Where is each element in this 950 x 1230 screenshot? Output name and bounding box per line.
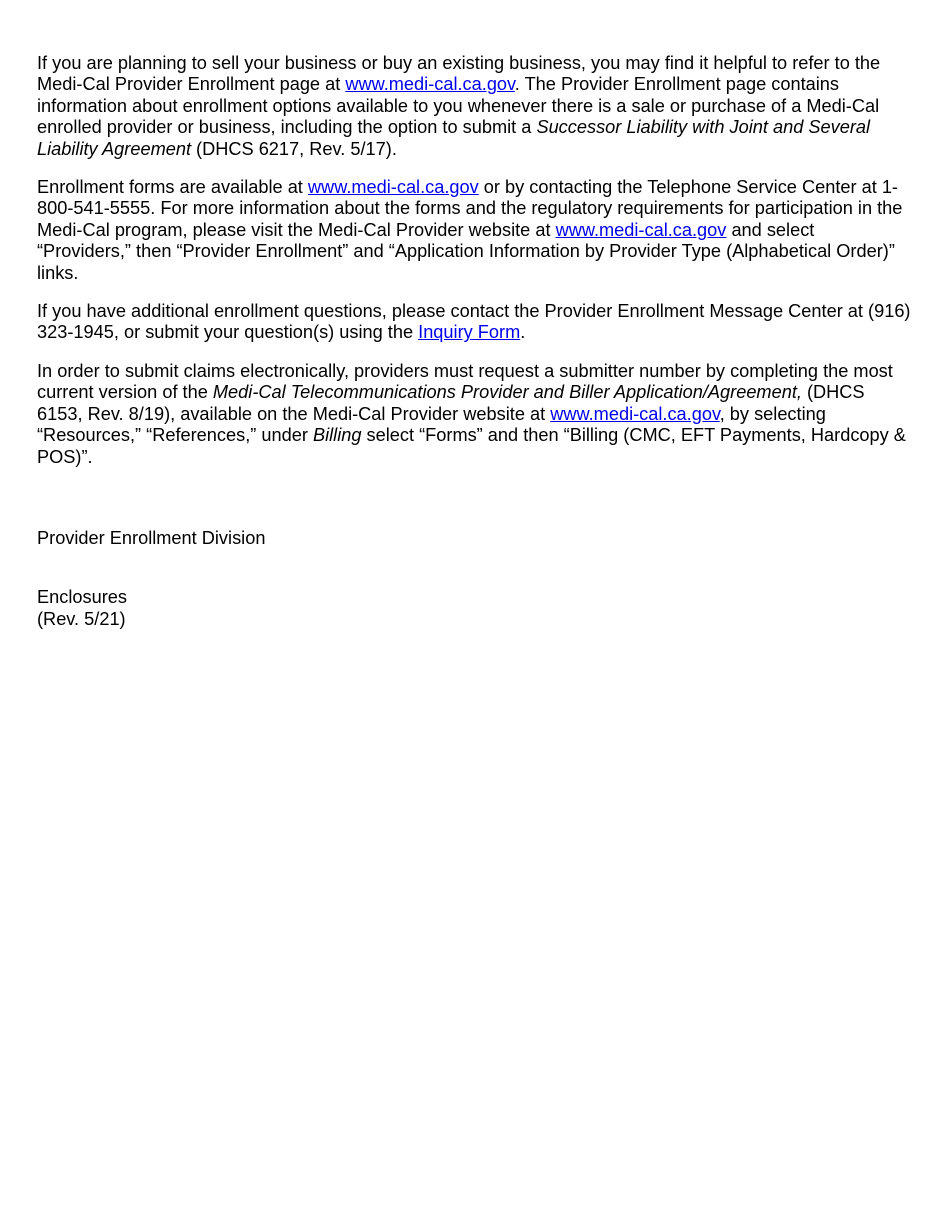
medi-cal-website-link[interactable]: www.medi-cal.ca.gov [555, 219, 727, 240]
paragraph-text: Enrollment forms are available at [37, 177, 308, 198]
telecommunications-agreement-title: Medi-Cal Telecommunications Provider and Biller Application/Agreement, [212, 382, 802, 403]
medi-cal-website-link[interactable]: www.medi-cal.ca.gov [345, 74, 515, 95]
paragraph-sale-of-business [37, 53, 911, 160]
inquiry-form-link[interactable]: Inquiry Form [418, 322, 521, 343]
enclosures-label: Enclosures [37, 587, 127, 608]
paragraph-electronic-claims [37, 361, 911, 468]
paragraph-enrollment-questions [37, 301, 911, 344]
paragraph-text: If you have additional enrollment questions, please contact the Provider Enrollment Message Center at (916) 323-1945, or submit your question(s) using the [37, 301, 911, 343]
spacer [37, 549, 911, 587]
billing-label: Billing [312, 425, 362, 446]
paragraph-enrollment-forms [37, 177, 911, 284]
paragraph-text: . The Provider Enrollment page contains information about enrollment options available to you whenever there is a sale or purchase of a Medi-Cal enrolled provider or business, including the option to submit a [37, 74, 880, 138]
paragraph-text: (DHCS 6217, Rev. 5/17). [191, 138, 397, 159]
paragraph-text: In order to submit claims electronically, providers must request a submitter number by completing the most current version of the [37, 360, 893, 403]
revision-note: (Rev. 5/21) [37, 608, 126, 629]
medi-cal-website-link[interactable]: www.medi-cal.ca.gov [307, 177, 479, 198]
paragraph-text: If you are planning to sell your business or buy an existing business, you may find it helpful to refer to the Medi-Cal Provider Enrollment page at [37, 53, 881, 95]
paragraph-text: or by contacting the Telephone Service Center at 1-800-541-5555. For more information about the forms and the regulatory requirements for participation in the Medi-Cal program, please visit the Medi-Cal Provider website at [37, 177, 903, 240]
medi-cal-website-link[interactable]: www.medi-cal.ca.gov [550, 403, 720, 424]
paragraph-text: and select “Providers,” then “Provider Enrollment” and “Application Information by Provider Type (Alphabetical Order)” links. [37, 219, 895, 283]
paragraph-text: (DHCS 6153, Rev. 8/19), available on the Medi-Cal Provider website at [37, 382, 865, 424]
paragraph-text: , by selecting “Resources,” “References,” under [37, 403, 826, 446]
successor-liability-agreement-title: Successor Liability with Joint and Several Liability Agreement [37, 117, 871, 159]
paragraph-text: . [520, 322, 526, 343]
spacer [37, 485, 911, 528]
letter-page [37, 53, 911, 630]
signature-line: Provider Enrollment Division [37, 527, 266, 548]
paragraph-text: select “Forms” and then “Billing (CMC, EFT Payments, Hardcopy & POS)”. [37, 425, 906, 467]
